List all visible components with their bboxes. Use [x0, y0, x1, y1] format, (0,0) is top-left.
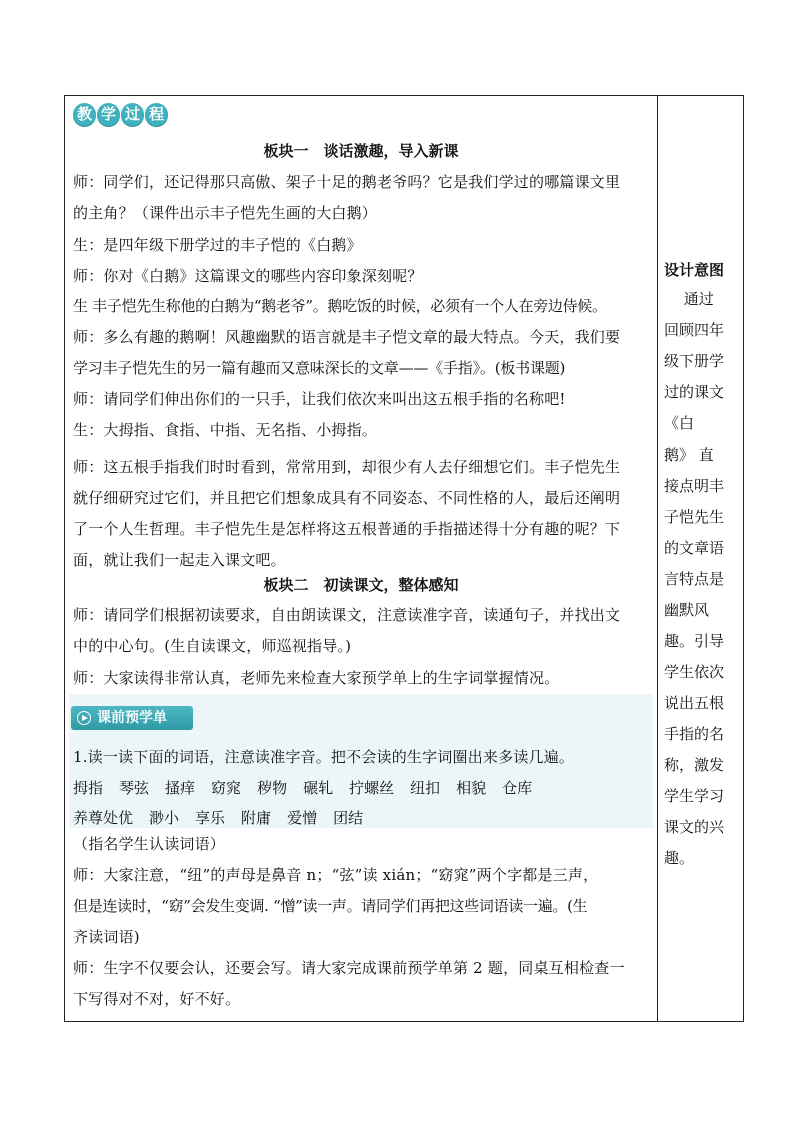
paragraph-line: 学习丰子恺先生的另一篇有趣而又意味深长的文章——《手指》。(板书课题) [73, 359, 566, 377]
design-intent-line: 回顾四年 [664, 321, 725, 339]
vocab-word: 渺小 [149, 809, 180, 827]
paragraph-line: 师：大家注意，“纽”的声母是鼻音 n；“弦”读 xián；“窈窕”两个字都是三声， [73, 866, 599, 884]
vocab-word: 窈窕 [211, 779, 242, 797]
play-icon [77, 711, 91, 725]
design-intent-line: 学生学习 [664, 787, 725, 805]
design-intent-line: 的文章语 [664, 539, 725, 557]
vocab-word: 养尊处优 [73, 809, 134, 827]
design-intent-line: 课文的兴 [664, 818, 725, 836]
prestudy-tab [71, 706, 193, 730]
design-intent-line: 说出五根 [664, 694, 725, 712]
design-intent-column [658, 96, 744, 1021]
design-intent-line: 接点明丰 [664, 477, 725, 495]
vocab-word: 纽扣 [410, 779, 441, 797]
vocab-word: 相貌 [456, 779, 487, 797]
design-intent-line: 过的课文 [664, 383, 725, 401]
vocab-word: 享乐 [195, 809, 226, 827]
word-list-row-2 [73, 808, 379, 828]
design-intent-line: 幽默风 [664, 601, 710, 619]
vocab-word: 拧螺丝 [349, 779, 395, 797]
paragraph-line: 面，就让我们一起走入课文吧。 [73, 551, 286, 569]
paragraph-line: 师：多么有趣的鹅啊！风趣幽默的语言就是丰子恺文章的最大特点。今天，我们要 [73, 328, 621, 346]
paragraph-line: 生：是四年级下册学过的丰子恺的《白鹅》 [73, 236, 362, 254]
paragraph-line: 师：大家读得非常认真，老师先来检查大家预学单上的生字词掌握情况。 [73, 669, 560, 687]
design-intent-line: 言特点是 [664, 570, 725, 588]
design-intent-line: 手指的名 [664, 725, 725, 743]
design-intent-line: 《白 [664, 414, 695, 432]
vocab-word: 琴弦 [119, 779, 150, 797]
design-intent-line: 通过 [664, 290, 714, 308]
paragraph-line: 师：请同学们伸出你们的一只手，让我们依次来叫出这五根手指的名称吧! [73, 390, 566, 408]
paragraph-line: 师：生字不仅要会认，还要会写。请大家完成课前预学单第 2 题，同桌互相检查一 [73, 959, 625, 977]
vocab-word: 仓库 [502, 779, 533, 797]
banner-char: 过 [121, 103, 144, 126]
paragraph-line: 师：同学们，还记得那只高傲、架子十足的鹅老爷吗？它是我们学过的哪篇课文里 [73, 173, 621, 191]
paragraph-line: 了一个人生哲理。丰子恺先生是怎样将这五根普通的手指描述得十分有趣的呢？下 [73, 520, 621, 538]
paragraph-line: 生 丰子恺先生称他的白鹅为“鹅老爷”。鹅吃饭的时候，必须有一个人在旁边侍候。 [73, 297, 607, 315]
design-intent-line: 子恺先生 [664, 508, 725, 526]
design-intent-line: 趣。引导 [664, 632, 725, 650]
paragraph-line: 下写得对不对，好不好。 [73, 990, 241, 1008]
word-list-row-1 [73, 778, 548, 798]
banner-char: 学 [97, 103, 120, 126]
paragraph-line: 的主角？（课件出示丰子恺先生画的大白鹅） [73, 204, 378, 222]
design-intent-line: 称，激发 [664, 756, 725, 774]
section-1-title: 板块一 谈话激趣，导入新课 [263, 142, 459, 160]
design-intent-title: 设计意图 [664, 261, 725, 279]
vocab-word: 团结 [333, 809, 364, 827]
vocab-word: 附庸 [241, 809, 272, 827]
paragraph-line: 生：大拇指、食指、中指、无名指、小拇指。 [73, 421, 378, 439]
vocab-word: 搔痒 [165, 779, 196, 797]
paragraph-line: 就仔细研究过它们，并且把它们想象成具有不同姿态、不同性格的人，最后还阐明 [73, 489, 621, 507]
vocab-word: 爱憎 [287, 809, 318, 827]
paragraph-line: 师：请同学们根据初读要求，自由朗读课文，注意读准字音，读通句子，并找出文 [73, 606, 621, 624]
paragraph-line: 但是连读时，“窈”会发生变调. “憎”读一声。请同学们再把这些词语读一遍。(生 [73, 897, 588, 915]
banner-char: 程 [145, 103, 168, 126]
paragraph-line: 中的中心句。(生自读课文，师巡视指导。) [73, 637, 352, 655]
vocab-word: 秽物 [257, 779, 288, 797]
lesson-table [64, 95, 744, 1022]
paragraph-line: 师：你对《白鹅》这篇课文的哪些内容印象深刻呢？ [73, 267, 423, 285]
section-2-title: 板块二 初读课文，整体感知 [263, 576, 459, 594]
teaching-process-banner [73, 103, 168, 126]
prestudy-tab-label: 课前预学单 [97, 710, 167, 726]
vocab-word: 拇指 [73, 779, 104, 797]
paragraph-line: 师：这五根手指我们时时看到，常常用到，却很少有人去仔细想它们。丰子恺先生 [73, 458, 621, 476]
paragraph-line: （指名学生认读词语） [73, 835, 226, 853]
prestudy-instruction: 1.读一读下面的词语，注意读准字音。把不会读的生字词圈出来多读几遍。 [73, 748, 575, 766]
teaching-process-column [65, 96, 657, 1021]
vocab-word: 碾轧 [303, 779, 334, 797]
design-intent-line: 学生依次 [664, 663, 725, 681]
design-intent-line: 趣。 [664, 849, 695, 867]
banner-char: 教 [73, 103, 96, 126]
design-intent-line: 鹅》 直 [664, 446, 714, 464]
design-intent-line: 级下册学 [664, 352, 725, 370]
paragraph-line: 齐读词语) [73, 928, 140, 946]
